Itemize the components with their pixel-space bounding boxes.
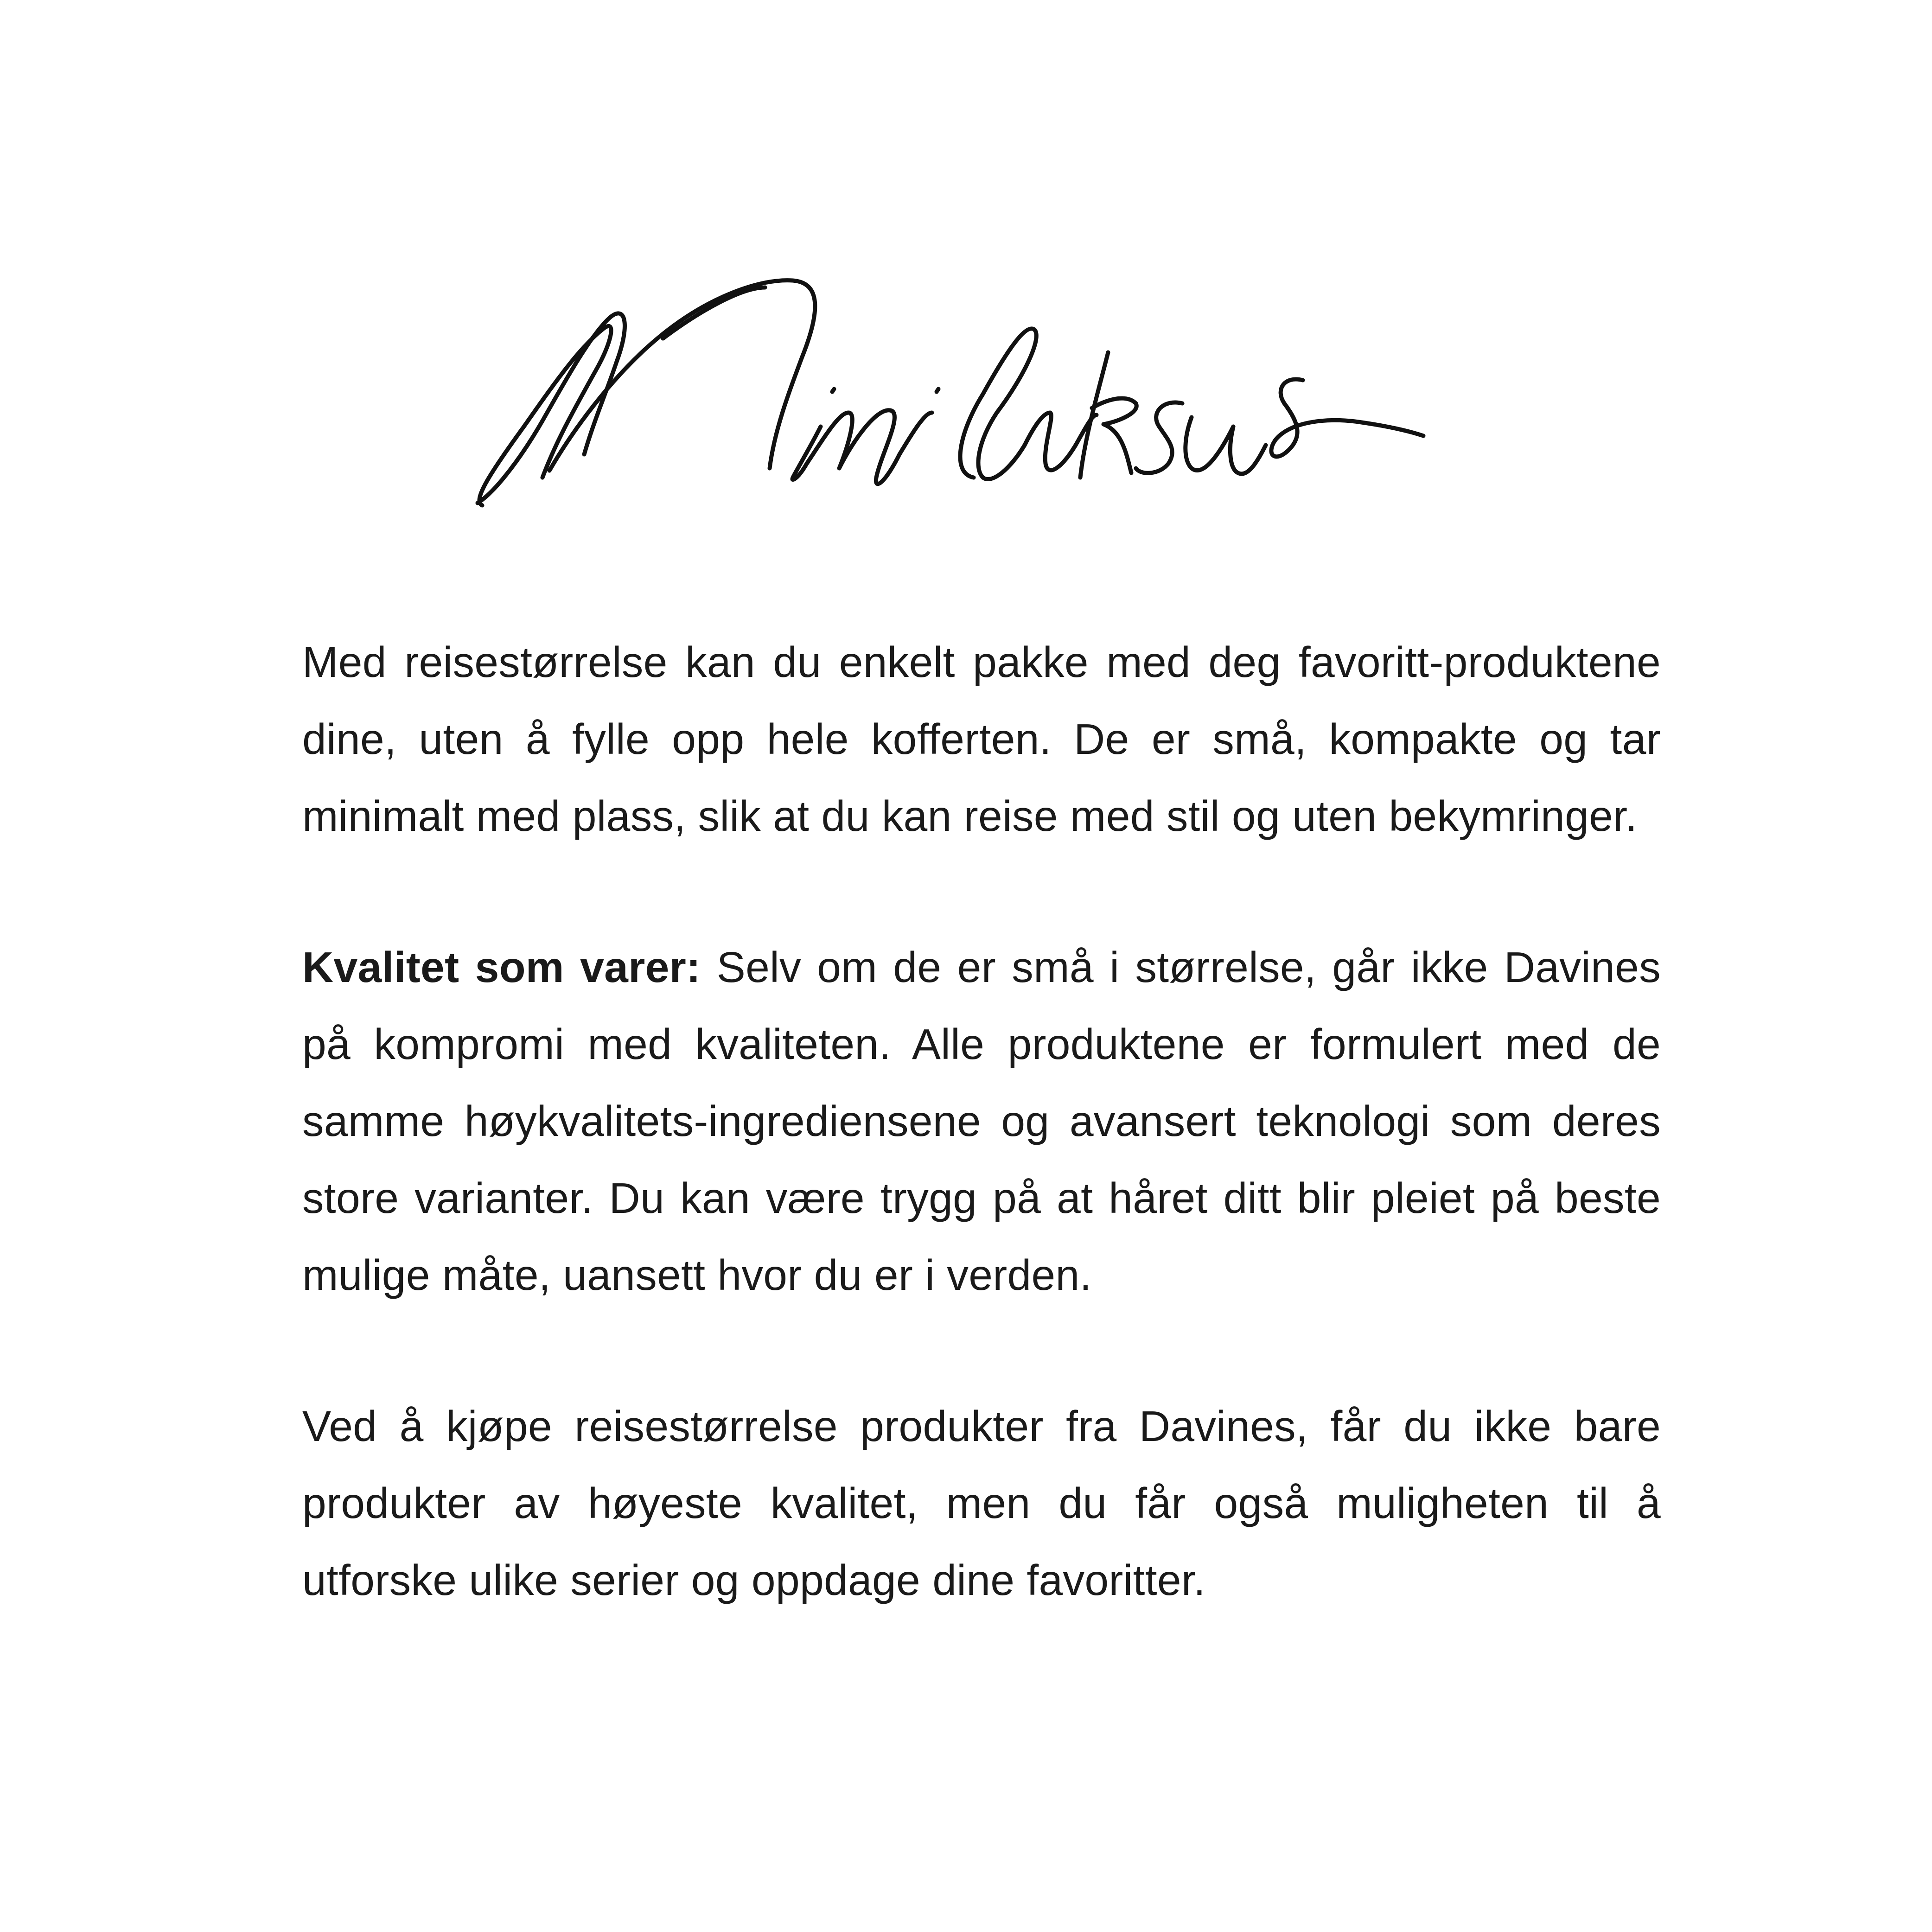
body-text (302, 624, 1661, 1619)
handwritten-title-art (468, 260, 1465, 519)
paragraph-text: Selv om de er små i størrelse, går ikke Davines på kompromi med kvaliteten. Alle produktene er formulert med de samme høykvalitets-ingrediensene og avansert teknologi som deres store varianter. Du kan være trygg på at håret ditt blir pleiet på beste mulige måte, uansett hvor du er i verden. (302, 943, 1661, 1299)
paragraph-text: Ved å kjøpe reisestørrelse produkter fra Davines, får du ikke bare produkter av høyeste kvalitet, men du får også muligheten til å utforske ulike serier og oppdage dine favoritter. (302, 1402, 1661, 1604)
paragraph-intro (302, 624, 1661, 854)
handwritten-title (468, 260, 1465, 519)
paragraph-text: Med reisestørrelse kan du enkelt pakke med deg favoritt-produktene dine, uten å fylle opp hele kofferten. De er små, kompakte og tar minimalt med plass, slik at du kan reise med stil og uten bekymringer. (302, 638, 1661, 840)
paragraph-lead: Kvalitet som varer: (302, 943, 701, 991)
paragraph-purchase (302, 1388, 1661, 1619)
paragraph-quality (302, 929, 1661, 1314)
